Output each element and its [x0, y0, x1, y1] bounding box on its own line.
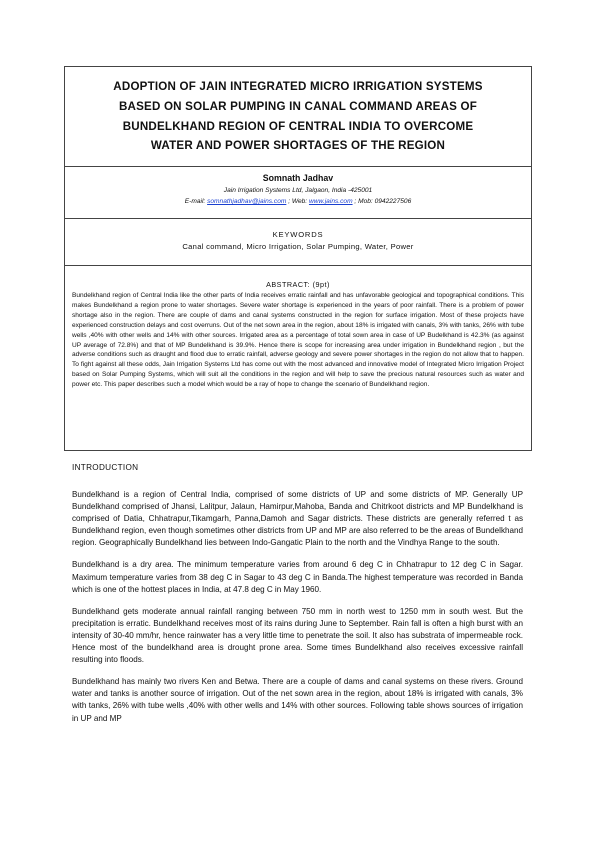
introduction-heading: INTRODUCTION	[72, 463, 139, 472]
email-label: E-mail:	[184, 198, 208, 205]
abstract-heading: ABSTRACT: (9pt)	[266, 280, 330, 289]
body-paragraph: Bundelkhand is a region of Central India, comprised of some districts of UP and some districts of MP. Generally UP Bundelkhand comprised of Jhansi, Lalitpur, Jalaun, Hamirpur,Mahoba, Banda and Chitrkoot districts and MP Bundelkhand is comprised of Datia, Chhatrapur,Tikamgarh, Panna,Damoh and Sagar districts. These districts are generally referred t as Bundelkhand region, even though sometimes other districts from UP and MP are also referred to be the areas of Bundelkhand region. Geographically Bundelkhand lies between Indo-Gangatic Plain to the north and the Vindhya Range to the south.	[72, 490, 523, 548]
title-section	[65, 67, 531, 167]
author-section	[65, 167, 531, 219]
mobile-text: ; Mob: 0942227506	[352, 198, 412, 205]
abstract-section	[65, 266, 531, 450]
author-affiliation: Jain Irrigation Systems Ltd, Jalgaon, India -425001	[223, 187, 373, 194]
abstract-text: Bundelkhand region of Central India like the other parts of India receives erratic rainfall and has unfavorable geological and topographical conditions. This makes Bundelkhand a region prone to water shortages. Severe water shortage is experienced in the years of poor rainfall. There is a problem of power shortage also in the region. There are couple of dams and canal systems constructed in the region for surface irrigation. Most of these projects have experienced construction delays and cost overruns. Out of the net sown area in the region, about 18% is irrigated with canals, 3% with tanks, 26% with tube wells ,40% with other wells and 14% with other sources. Irrigated area as a percentage of total sown area in case of UP Budelkhand is 42.3% (as against UP average of 72.8%) and that of MP Bundelkhand is 39.9%. Hence there is scope for increasing area under irrigation in Bundelkhand region , but the adverse conditions such as draught and flood due to erratic rainfall, adverse geology and severe power shortages in the region do not allow that to happen. To fight against all these odds, Jain Irrigation Systems Ltd has come out with the most advanced and innovative model of Integrated Micro Irrigation Project based on Solar Pumping Systems, which will suit all the conditions in the region and will help to save the precious natural resources such as water and power etc. This paper describes such a model which would be a ray of hope to change the scenario of Bundelkhand region.	[72, 292, 524, 389]
body-content	[72, 462, 523, 735]
keywords-heading: KEYWORDS	[272, 230, 324, 239]
author-name: Somnath Jadhav	[262, 173, 334, 183]
keywords-text: Canal command, Micro Irrigation, Solar Pumping, Water, Power	[182, 242, 414, 251]
web-label: ; Web:	[286, 198, 309, 205]
author-contact	[65, 196, 531, 207]
email-link[interactable]: somnathjadhav@jains.com	[207, 198, 287, 205]
body-paragraph: Bundelkhand is a dry area. The minimum temperature varies from around 6 deg C in Chhatrapur to 12 deg C in Sagar. Maximum temperature varies from 38 deg C in Sagar to 43 deg C in Banda.The highest temperature was recorded in Banda which is one of the hottest places in India, at 47.8 deg C in May 1960.	[72, 560, 523, 594]
body-paragraph: Bundelkhand has mainly two rivers Ken and Betwa. There are a couple of dams and canal systems on these rivers. Ground water and tanks is another source of irrigation. Out of the net sown area in the region, about 18% is irrigated with canals, 3% with tanks, 26% with tube wells ,40% with other wells and 14% with other sources. Following table shows sources of irrigation in UP and MP	[72, 677, 523, 723]
web-link[interactable]: www.jains.com	[308, 198, 353, 205]
header-frame	[64, 66, 532, 451]
keywords-section	[65, 219, 531, 266]
paper-title: ADOPTION OF JAIN INTEGRATED MICRO IRRIGATION SYSTEMS BASED ON SOLAR PUMPING IN CANAL COMMAND AREAS OF BUNDELKHAND REGION OF CENTRAL INDIA TO OVERCOME WATER AND POWER SHORTAGES OF THE REGION	[113, 79, 483, 153]
body-paragraph: Bundelkhand gets moderate annual rainfall ranging between 750 mm in north west to 1250 mm in south west. But the precipitation is erratic. Bundelkhand receives most of its rains during June to September. Rain fall is often a high burst with an intensity of 30-40 mm/hr, hence rainwater has a very little time to penetrate the soil. It also has substrata of impermeable rock. Hence most of the bundelkhand area is drought prone area. Some times Bundelkhand also receives excessive rainfall resulting into floods.	[72, 606, 523, 665]
